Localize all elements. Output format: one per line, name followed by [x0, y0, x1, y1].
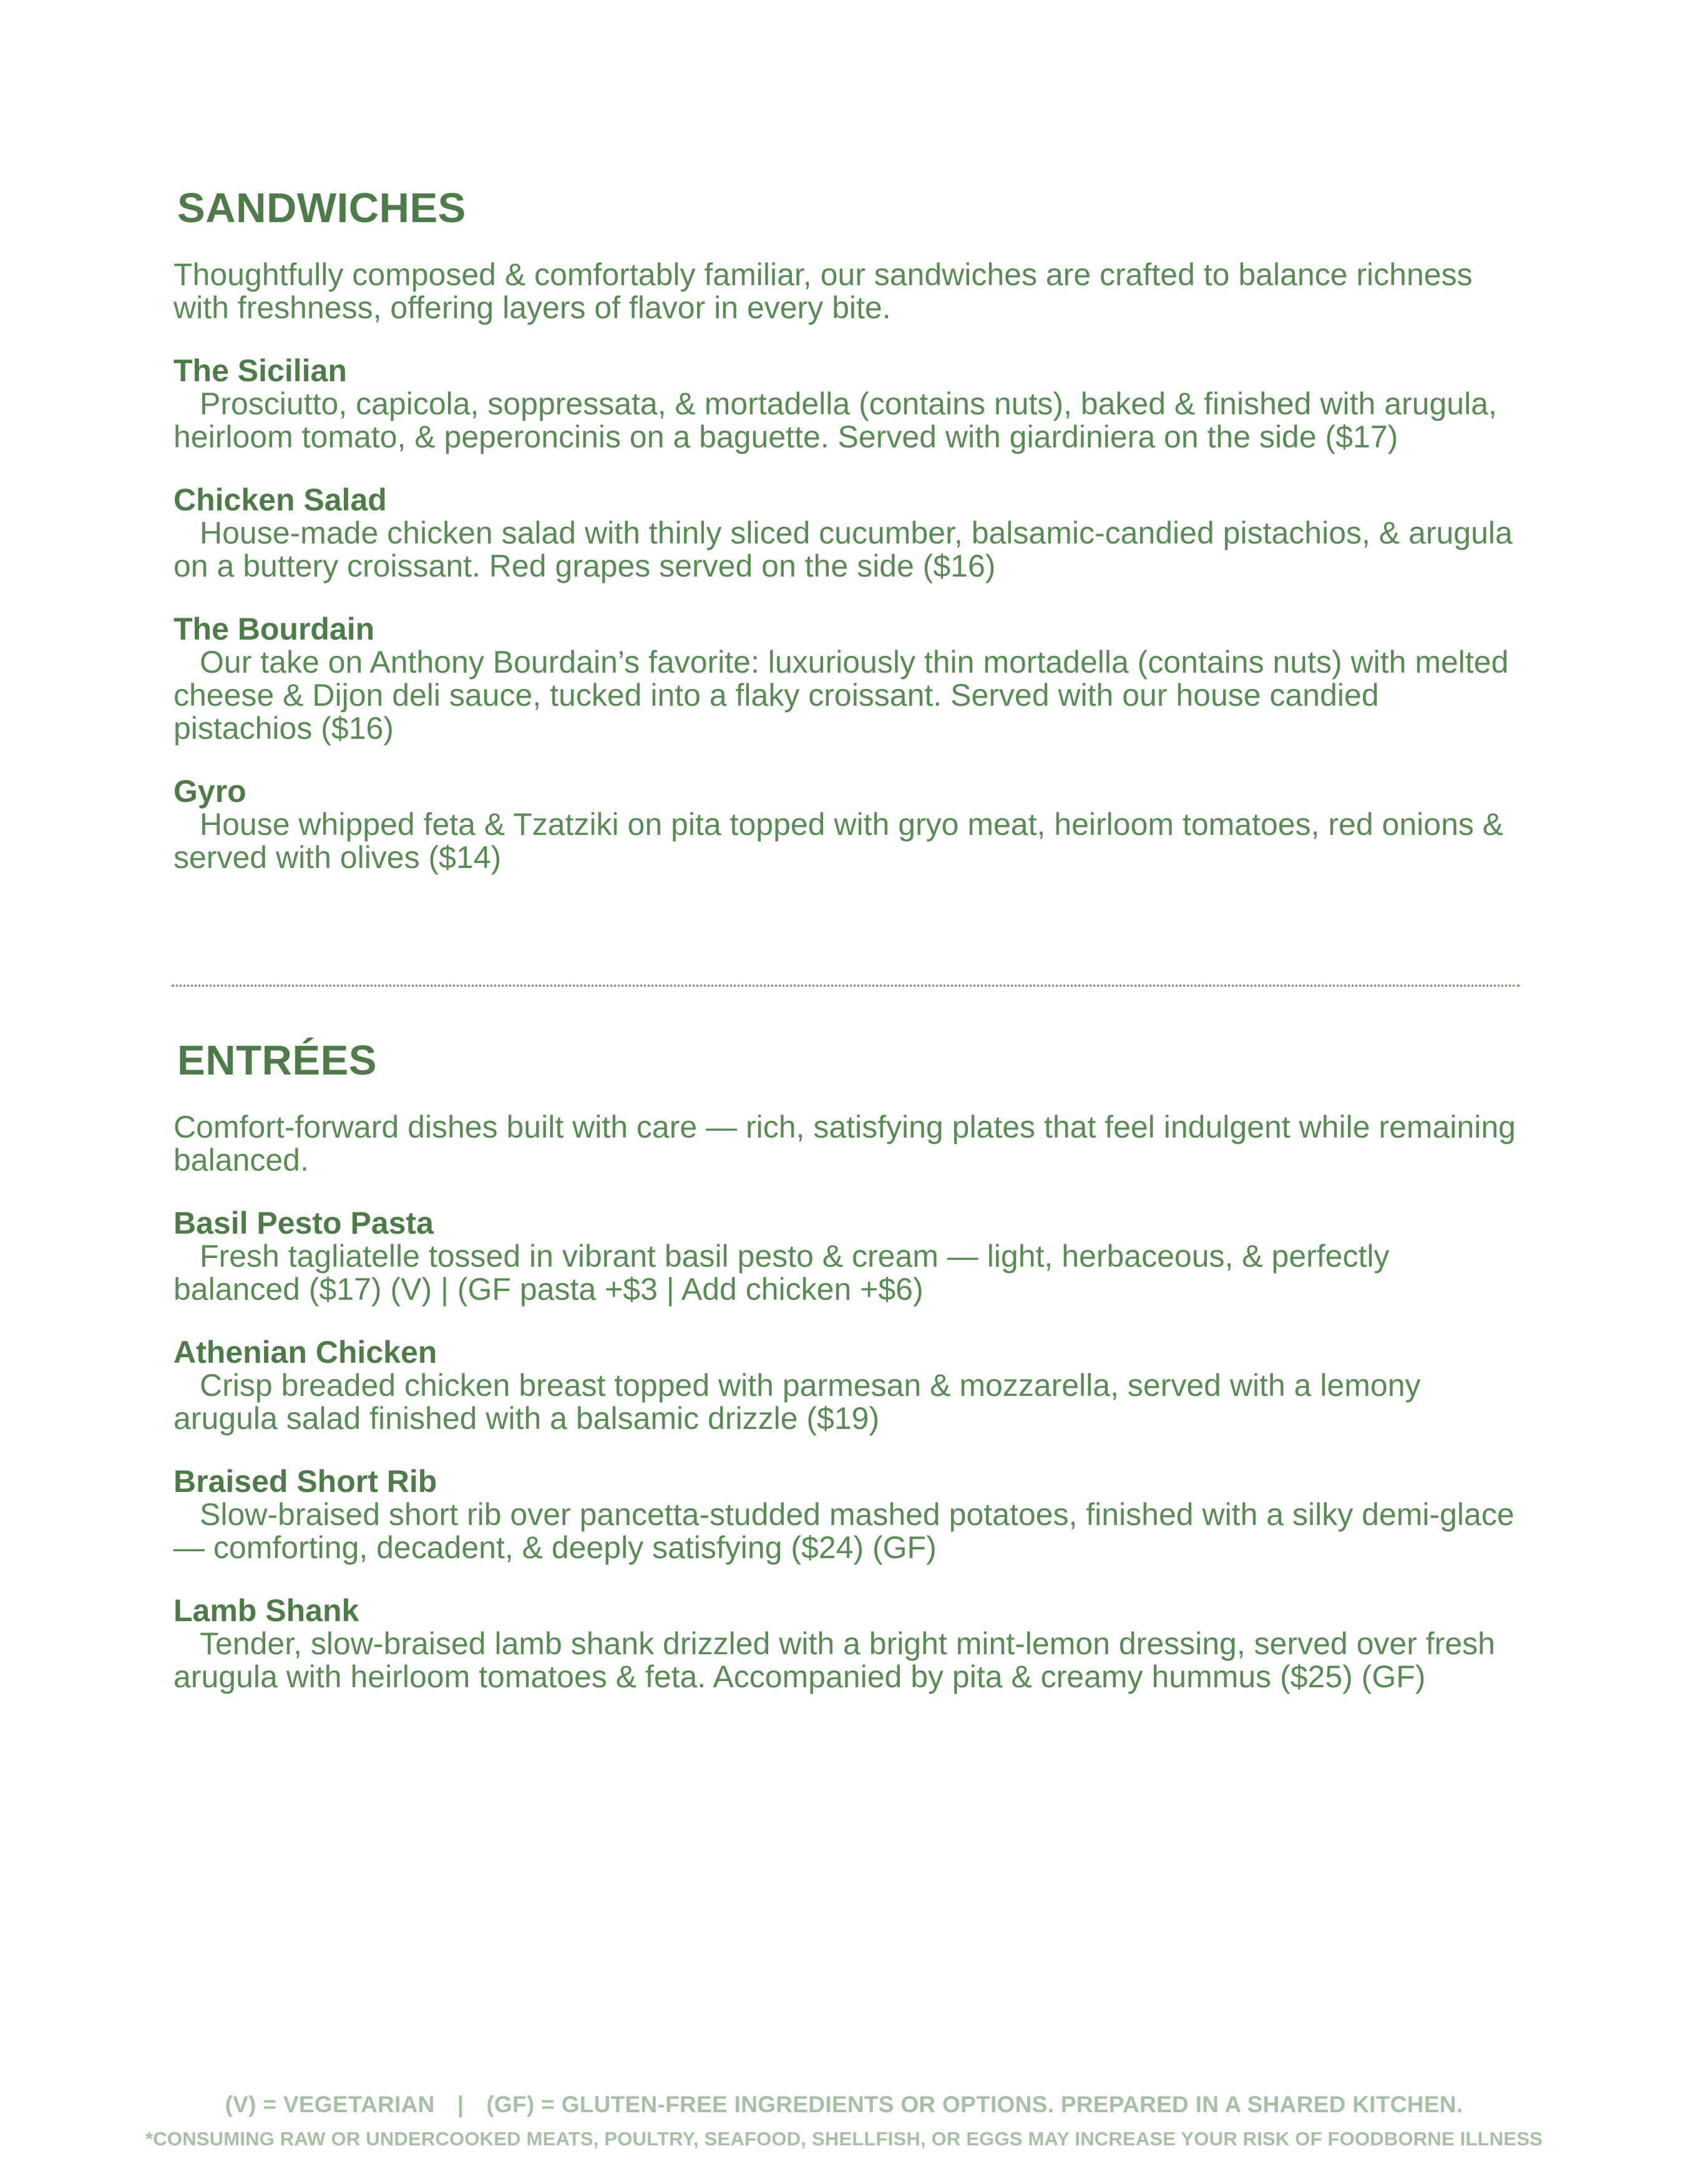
section-divider	[172, 985, 1520, 987]
menu-item-lamb-shank	[173, 1594, 1521, 1694]
menu-item-name: Basil Pesto Pasta	[173, 1206, 434, 1241]
menu-item-description: Crisp breaded chicken breast topped with parmesan & mozzarella, served with a lemony arugula salad finished with a balsamic drizzle ($19)	[173, 1368, 1421, 1436]
menu-item-chicken-salad	[173, 483, 1521, 583]
legend-gluten-free: (GF) = GLUTEN-FREE INGREDIENTS OR OPTIONS. PREPARED IN A SHARED KITCHEN.	[486, 2092, 1463, 2117]
menu-item-the-sicilian	[173, 354, 1521, 454]
menu-item-description: House whipped feta & Tzatziki on pita topped with gryo meat, heirloom tomatoes, red onions & served with olives ($14)	[173, 807, 1504, 875]
menu-item-athenian-chicken	[173, 1335, 1521, 1435]
menu-item-name: Lamb Shank	[173, 1593, 359, 1629]
entrees-section	[173, 1036, 1521, 1694]
food-safety-warning: *CONSUMING RAW OR UNDERCOOKED MEATS, POULTRY, SEAFOOD, SHELLFISH, OR EGGS MAY INCREASE YOUR RISK OF FOODBORNE ILLNESS	[145, 2128, 1543, 2150]
menu-item-gyro	[173, 774, 1521, 874]
menu-item-name: Braised Short Rib	[173, 1464, 437, 1499]
menu-item-name: Athenian Chicken	[173, 1335, 437, 1370]
menu-item-name: The Bourdain	[173, 612, 375, 647]
sandwiches-intro: Thoughtfully composed & comfortably familiar, our sandwiches are crafted to balance richness with freshness, offering layers of flavor in every bite.	[173, 257, 1473, 326]
legend-vegetarian: (V) = VEGETARIAN	[225, 2092, 435, 2117]
menu-item-description: House-made chicken salad with thinly sliced cucumber, balsamic-candied pistachios, & arugula on a buttery croissant. Red grapes served on the side ($16)	[173, 515, 1513, 584]
entrees-title: ENTRÉES	[177, 1037, 377, 1084]
legend-separator: |	[457, 2092, 464, 2117]
menu-item-description: Our take on Anthony Bourdain’s favorite: luxuriously thin mortadella (contains nuts) with melted cheese & Dijon deli sauce, tucked into a flaky croissant. Served with our house candied pistachios ($16)	[173, 645, 1509, 746]
entrees-intro: Comfort-forward dishes built with care — rich, satisfying plates that feel indulgent while remaining balanced.	[173, 1109, 1516, 1178]
menu-item-description: Tender, slow-braised lamb shank drizzled with a bright mint-lemon dressing, served over fresh arugula with heirloom tomatoes & feta. Accompanied by pita & creamy hummus ($25) (GF)	[173, 1626, 1495, 1695]
menu-item-name: Chicken Salad	[173, 482, 387, 518]
menu-item-description: Prosciutto, capicola, soppressata, & mortadella (contains nuts), baked & finished with arugula, heirloom tomato, & peperoncinis on a baguette. Served with giardiniera on the side ($17)	[173, 386, 1497, 455]
menu-item-description: Slow-braised short rib over pancetta-studded mashed potatoes, finished with a silky demi-glace — comforting, decadent, & deeply satisfying ($24) (GF)	[173, 1497, 1515, 1566]
sandwiches-section	[173, 183, 1521, 874]
sandwiches-title: SANDWICHES	[177, 185, 466, 232]
menu-item-the-bourdain	[173, 612, 1521, 745]
menu-item-name: The Sicilian	[173, 353, 347, 389]
dietary-legend	[0, 2092, 1688, 2118]
menu-item-braised-short-rib	[173, 1465, 1521, 1564]
menu-item-name: Gyro	[173, 774, 246, 809]
menu-item-basil-pesto-pasta	[173, 1206, 1521, 1306]
menu-item-description: Fresh tagliatelle tossed in vibrant basil pesto & cream — light, herbaceous, & perfectly balanced ($17) (V) | (GF pasta +$3 | Add chicken +$6)	[173, 1239, 1390, 1307]
